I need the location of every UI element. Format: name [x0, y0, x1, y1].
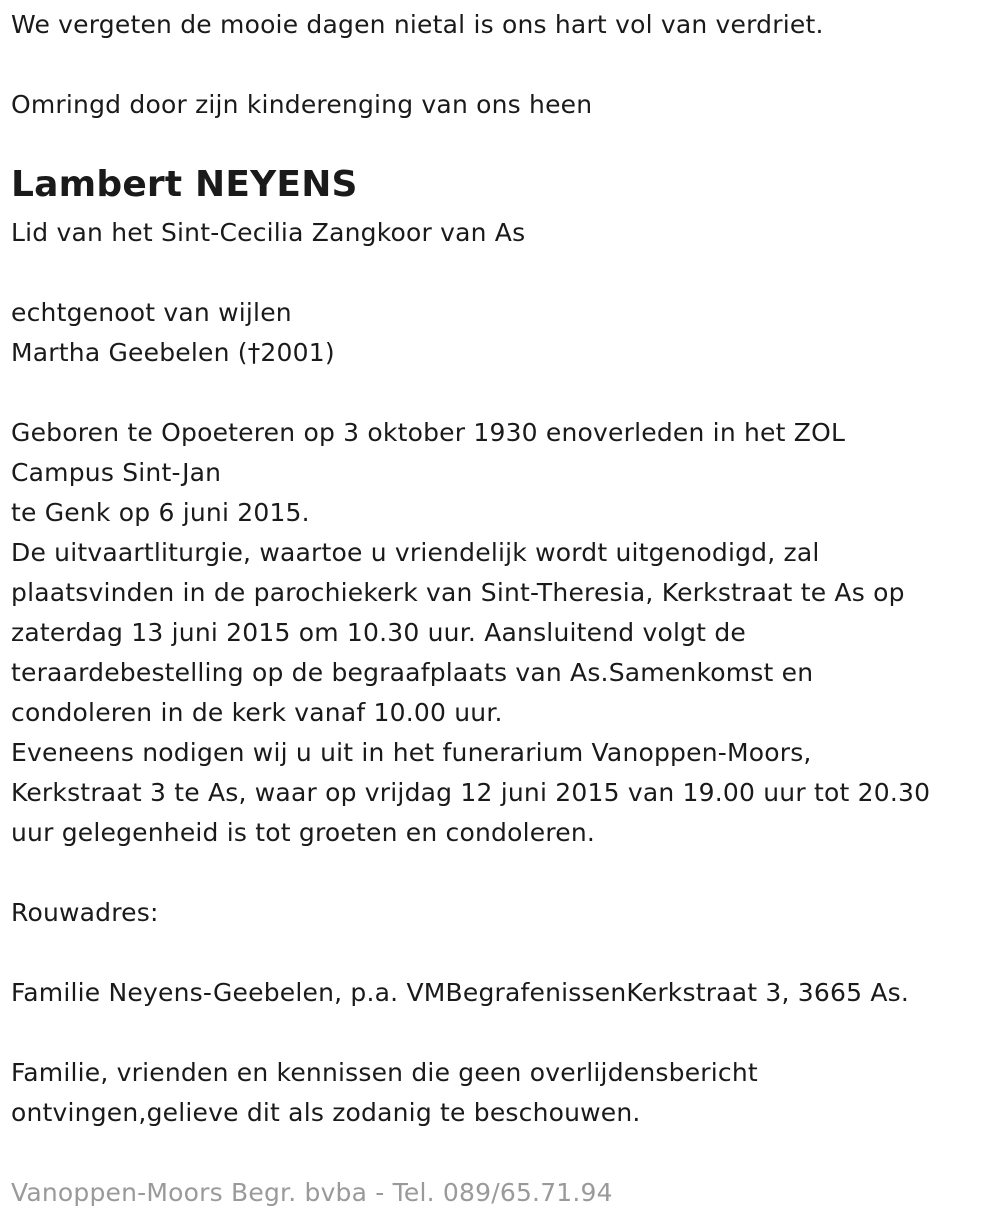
body-line: zaterdag 13 juni 2015 om 10.30 uur. Aansluitend volgt de [11, 618, 746, 647]
intro-line: We vergeten de mooie dagen nietal is ons hart vol van verdriet. [11, 10, 824, 39]
body-line: Geboren te Opoeteren op 3 oktober 1930 enoverleden in het ZOL [11, 418, 846, 447]
address-label: Rouwadres: [11, 898, 159, 927]
body-line: uur gelegenheid is tot groeten en condoleren. [11, 818, 596, 847]
body-line: plaatsvinden in de parochiekerk van Sint-Theresia, Kerkstraat te As op [11, 578, 905, 607]
body-line: Kerkstraat 3 te As, waar op vrijdag 12 juni 2015 van 19.00 uur tot 20.30 [11, 778, 931, 807]
body-line: te Genk op 6 juni 2015. [11, 498, 310, 527]
deceased-name: Lambert NEYENS [11, 164, 358, 205]
spouse-name: Martha Geebelen (†2001) [11, 338, 335, 367]
body-line: Eveneens nodigen wij u uit in het funerarium Vanoppen-Moors, [11, 738, 812, 767]
body-line: De uitvaartliturgie, waartoe u vriendelijk wordt uitgenodigd, zal [11, 538, 820, 567]
intro-line: Omringd door zijn kinderenging van ons heen [11, 90, 593, 119]
body-line: condoleren in de kerk vanaf 10.00 uur. [11, 698, 503, 727]
body-line: Campus Sint-Jan [11, 458, 222, 487]
closing-line: Familie, vrienden en kennissen die geen overlijdensbericht [11, 1058, 758, 1087]
membership-line: Lid van het Sint-Cecilia Zangkoor van As [11, 218, 526, 247]
closing-line: ontvingen,gelieve dit als zodanig te beschouwen. [11, 1098, 641, 1127]
address-line: Familie Neyens-Geebelen, p.a. VMBegrafenissenKerkstraat 3, 3665 As. [11, 978, 910, 1007]
spouse-label: echtgenoot van wijlen [11, 298, 292, 327]
footer-credit: Vanoppen-Moors Begr. bvba - Tel. 089/65.71.94 [11, 1178, 613, 1207]
body-line: teraardebestelling op de begraafplaats van As.Samenkomst en [11, 658, 814, 687]
